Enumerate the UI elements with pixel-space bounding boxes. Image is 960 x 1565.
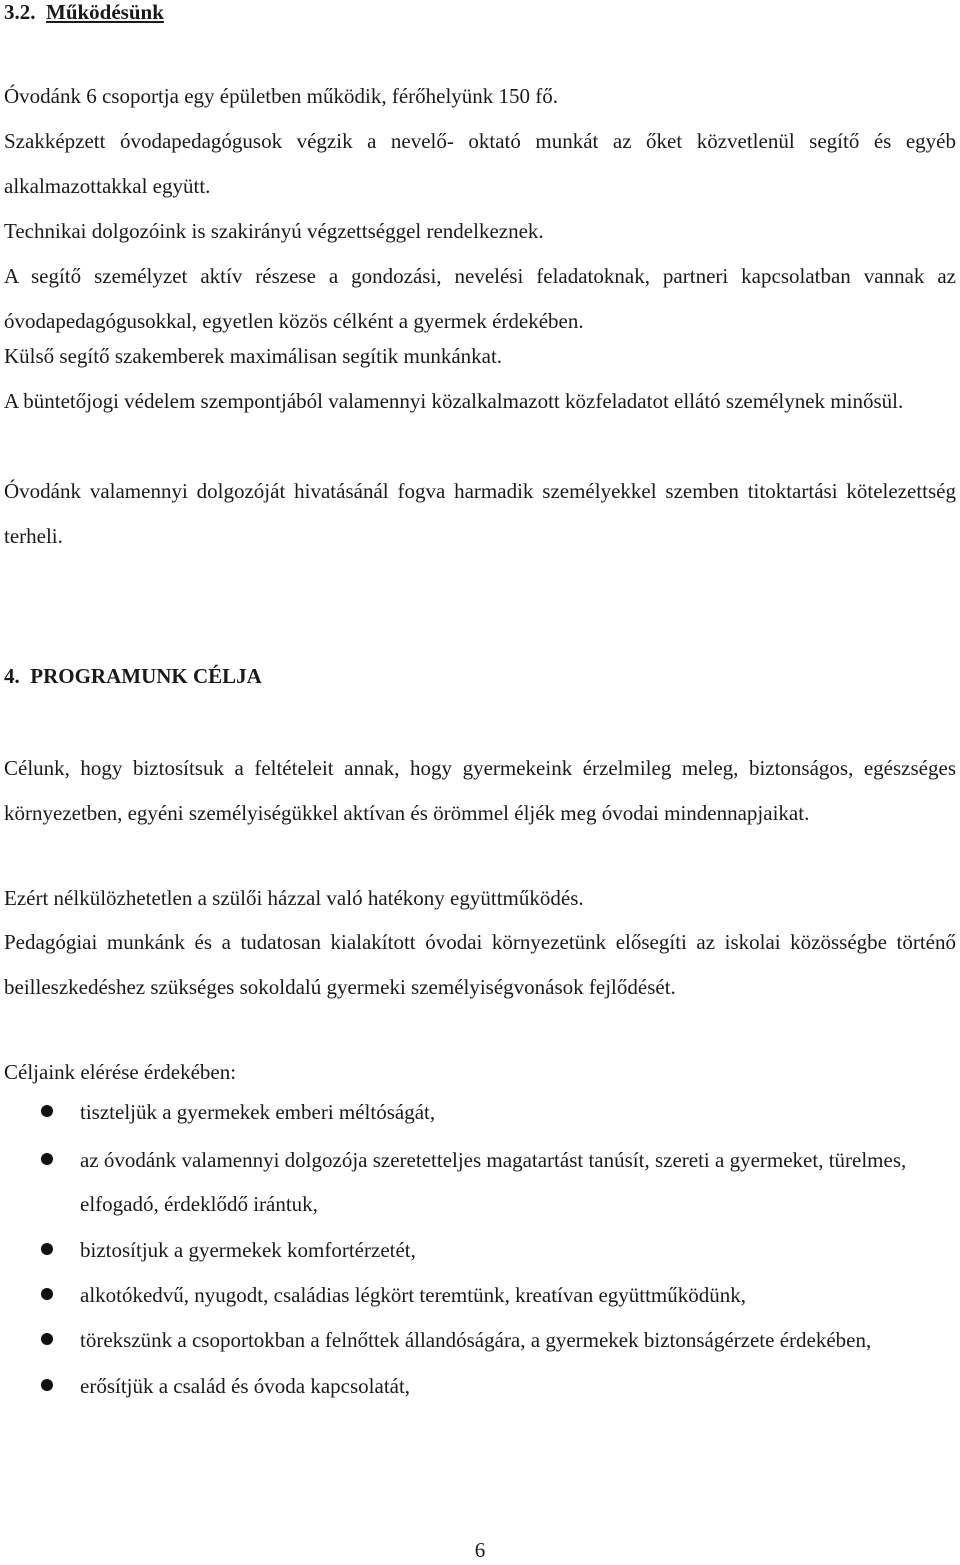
bullet-item	[0, 1138, 956, 1226]
section-paragraph-4: A segítő személyzet aktív részese a gondozási, nevelési feladatoknak, partneri kapcsolatban vannak az óvodapedagógusokkal, egyetlen közös célként a gyermek érdekében.	[4, 264, 956, 333]
bullet-item	[0, 1228, 956, 1272]
section-paragraph-1: Óvodánk 6 csoportja egy épületben működik, férőhelyünk 150 fő.	[4, 84, 559, 108]
bullet-text: tiszteljük a gyermekek emberi méltóságát,	[80, 1100, 436, 1124]
bullet-text: az óvodánk valamennyi dolgozója szeretetteljes magatartást tanúsít, szereti a gyermeket, türelmes, elfogadó, érdeklődő irántuk,	[80, 1148, 907, 1216]
goals-bullet-list	[0, 1090, 960, 1408]
bullet-item	[0, 1090, 956, 1134]
chapter-heading	[4, 664, 262, 688]
chapter-number: 4.	[4, 664, 20, 688]
chapter-paragraph-3: Pedagógiai munkánk és a tudatosan kialakított óvodai környezetünk elősegíti az iskolai közösségbe történő beilleszkedéshez szükséges sokoldalú gyermeki személyiségvonások fejlődését.	[4, 930, 956, 999]
section-paragraph-6: A büntetőjogi védelem szempontjából valamennyi közalkalmazott közfeladatot ellátó személynek minősül.	[4, 389, 904, 413]
chapter-title: PROGRAMUNK CÉLJA	[30, 664, 262, 688]
bullet-text: törekszünk a csoportokban a felnőttek állandóságára, a gyermekek biztonságérzete érdekében,	[80, 1328, 872, 1352]
bullet-text: alkotókedvű, nyugodt, családias légkört teremtünk, kreatívan együttműködünk,	[80, 1283, 747, 1307]
bullet-dot-icon	[41, 1243, 53, 1255]
section-paragraph-3: Technikai dolgozóink is szakirányú végzettséggel rendelkeznek.	[4, 219, 544, 243]
bullet-dot-icon	[41, 1288, 53, 1300]
section-number: 3.2.	[4, 0, 36, 24]
bullet-text: erősítjük a család és óvoda kapcsolatát,	[80, 1374, 411, 1398]
chapter-paragraph-4: Céljaink elérése érdekében:	[4, 1060, 237, 1084]
chapter-paragraph-1: Célunk, hogy biztosítsuk a feltételeit annak, hogy gyermekeink érzelmileg meleg, biztonságos, egészséges környezetben, egyéni személyiségükkel aktívan és örömmel éljék meg óvodai mindennapjaikat.	[4, 756, 956, 825]
page-number: 6	[474, 1538, 486, 1562]
section-heading	[4, 0, 164, 24]
bullet-text: biztosítjuk a gyermekek komfortérzetét,	[80, 1238, 416, 1262]
section-title: Működésünk	[46, 0, 164, 24]
bullet-item	[0, 1273, 956, 1317]
section-paragraph-2: Szakképzett óvodapedagógusok végzik a nevelő- oktató munkát az őket közvetlenül segítő és egyéb alkalmazottakkal együtt.	[4, 129, 956, 198]
bullet-dot-icon	[41, 1379, 53, 1391]
section-paragraph-7: Óvodánk valamennyi dolgozóját hivatásánál fogva harmadik személyekkel szemben titoktartási kötelezettség terheli.	[4, 479, 956, 548]
bullet-dot-icon	[41, 1333, 53, 1345]
bullet-item	[0, 1318, 956, 1362]
bullet-dot-icon	[41, 1153, 53, 1165]
bullet-dot-icon	[41, 1105, 53, 1117]
section-paragraph-5: Külső segítő szakemberek maximálisan segítik munkánkat.	[4, 344, 503, 368]
chapter-paragraph-2: Ezért nélkülözhetetlen a szülői házzal való hatékony együttműködés.	[4, 886, 584, 910]
bullet-item	[0, 1364, 956, 1408]
